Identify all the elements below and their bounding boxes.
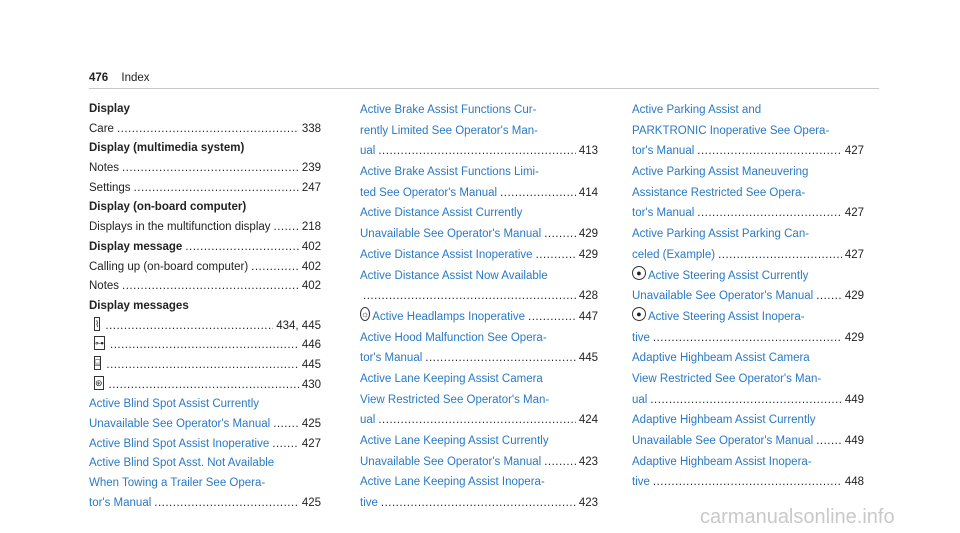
index-link-entry[interactable] [632,121,864,142]
index-link-entry[interactable] [360,493,598,514]
page-reference: 425 [301,496,321,509]
leader-dots [378,410,575,431]
entry-label: tor's Manual [360,352,423,365]
index-link-entry[interactable] [632,100,864,121]
leader-dots [536,245,576,266]
page-reference: 429 [844,331,864,344]
index-link-entry[interactable] [360,100,598,121]
page-reference: 427 [844,207,864,220]
page-reference: 338 [301,122,321,135]
entry-label: tor's Manual [632,207,695,220]
page-reference: 427 [301,437,321,450]
entry-label: Active Steering Assist Currently [648,269,809,282]
leader-dots [122,277,299,297]
steering-assist-icon: ● [632,307,646,321]
page-reference: 429 [844,290,864,303]
entry-label: Display [89,103,130,115]
index-entry [89,100,321,120]
index-link-entry[interactable] [89,454,321,474]
index-link-entry[interactable] [89,435,321,455]
index-link-entry[interactable] [360,452,598,473]
index-link-entry[interactable] [632,162,864,183]
entry-label: Notes [89,162,120,175]
index-link-entry[interactable] [360,121,598,142]
entry-label: tive [632,331,650,344]
page-reference: 414 [578,186,598,199]
page-reference: 425 [301,418,321,430]
index-column-3 [632,100,864,493]
index-entry [89,159,321,179]
entry-label: Unavailable See Operator's Manual [360,455,542,468]
entry-label: Care [89,122,114,135]
entry-label: Active Brake Assist Functions Limi- [360,166,539,179]
page-header [89,72,150,84]
leader-dots [425,348,576,369]
entry-label: Active Distance Assist Currently [360,207,523,220]
page-reference: 402 [301,260,321,273]
page-reference: 423 [578,455,598,468]
index-link-entry[interactable] [632,245,864,266]
page-reference: 429 [578,228,598,241]
index-link-entry[interactable] [632,452,864,473]
page-reference: 428 [578,290,598,303]
index-entry [89,238,321,258]
index-entry [89,198,321,218]
index-link-entry[interactable] [360,224,598,245]
leader-dots [272,435,299,455]
index-link-entry[interactable] [89,415,321,435]
leader-dots [110,336,299,356]
coolant-temperature-icon: ⌇ [95,318,100,329]
entry-label: ual [360,145,376,158]
index-link-entry[interactable] [360,245,598,266]
entry-label: Unavailable See Operator's Manual [632,435,814,447]
entry-label: Assistance Restricted See Opera- [632,186,806,199]
page-reference: 424 [578,414,598,427]
index-entry [89,218,321,238]
entry-label: Adaptive Highbeam Assist Camera [632,352,810,365]
entry-label: Adaptive Highbeam Assist Currently [632,414,816,427]
entry-label: Notes [89,280,120,293]
entry-label: Active Parking Assist and [632,104,762,116]
entry-label: Active Blind Spot Asst. Not Available [89,457,275,470]
index-link-entry[interactable] [632,410,864,431]
index-link-entry[interactable] [360,266,598,287]
headlamp-icon: ☼ [361,308,370,319]
section-title: Index [121,72,150,84]
index-link-entry[interactable] [632,328,864,349]
entry-label: Active Brake Assist Functions Cur- [360,104,537,116]
entry-label: tive [632,476,650,489]
leader-dots [134,179,299,199]
leader-dots [528,307,576,328]
index-link-entry[interactable] [632,183,864,204]
entry-label: celed (Example) [632,248,716,261]
entry-label: Active Lane Keeping Assist Currently [360,435,549,447]
leader-dots [378,141,575,162]
entry-label: Active Headlamps Inoperative [372,310,526,323]
leader-dots [117,120,299,140]
leader-dots [697,141,842,162]
entry-label: View Restricted See Operator's Man- [632,372,822,385]
index-entry [89,179,321,199]
page-number: 476 [89,72,109,84]
index-link-entry[interactable] [360,141,598,162]
index-link-entry[interactable] [632,307,864,328]
index-entry [89,336,321,356]
watermark: carmanualsonline.info [700,506,895,528]
entry-label: Active Distance Assist Now Available [360,269,548,282]
leader-dots [363,286,576,307]
page-reference: 449 [844,393,864,406]
page-reference: 402 [301,240,321,253]
index-link-entry[interactable] [632,472,864,493]
page-reference: 445 [301,358,321,371]
entry-label: Active Parking Assist Parking Can- [632,228,810,241]
leader-dots [122,159,299,179]
leader-dots [154,494,299,514]
index-column-1 [89,100,321,513]
entry-label: Active Blind Spot Assist Currently [89,398,260,411]
page-reference: 423 [578,497,598,510]
index-link-entry[interactable] [360,203,598,224]
leader-dots [273,415,299,435]
page-reference: 247 [301,181,321,194]
index-link-entry[interactable] [89,474,321,494]
entry-label: Active Distance Assist Inoperative [360,248,533,261]
leader-dots [718,245,842,266]
page-reference: 429 [578,248,598,261]
index-entry [89,356,321,376]
index-entry [89,297,321,317]
index-link-entry[interactable] [632,286,864,307]
index-entry [89,317,321,337]
leader-dots [105,317,273,337]
leader-dots [274,218,299,238]
page-reference: 445 [578,352,598,365]
leader-dots [500,183,576,204]
entry-label: Display messages [89,299,189,312]
index-link-entry[interactable] [632,141,864,162]
page-reference: 449 [844,435,864,447]
entry-label: rently Limited See Operator's Man- [360,124,538,137]
index-entry [89,120,321,140]
entry-label: ual [632,393,648,406]
index-link-entry[interactable] [632,431,864,452]
index-entry [360,286,598,307]
entry-label: Active Parking Assist Maneuvering [632,166,809,179]
index-link-entry[interactable] [360,369,598,390]
index-entry [89,258,321,278]
index-column-2 [360,100,598,514]
entry-label: tor's Manual [89,496,152,509]
fuel-filter-icon: ⌸ [95,357,101,368]
index-link-entry[interactable] [632,224,864,245]
entry-label: View Restricted See Operator's Man- [360,393,550,406]
leader-dots [816,286,842,307]
page-reference: 239 [301,162,321,175]
leader-dots [106,356,298,376]
entry-label: ual [360,414,376,427]
index-link-entry[interactable] [360,162,598,183]
entry-label: Unavailable See Operator's Manual [632,290,814,303]
index-link-entry[interactable] [632,390,864,411]
index-link-entry[interactable] [632,266,864,287]
index-link-entry[interactable] [632,348,864,369]
entry-label: Active Steering Assist Inopera- [648,310,805,323]
leader-dots [185,238,298,258]
leader-dots [544,452,576,473]
entry-label: Unavailable See Operator's Manual [360,228,542,241]
entry-label: tive [360,497,378,510]
index-link-entry[interactable] [632,369,864,390]
entry-label: Unavailable See Operator's Manual [89,418,271,430]
steering-assist-icon: ● [632,266,646,280]
index-link-entry[interactable] [360,410,598,431]
leader-dots [109,376,299,396]
steering-wheel-icon: ⊛ [95,377,103,388]
page-reference: 430 [301,378,321,391]
entry-label: ted See Operator's Manual [360,186,498,199]
leader-dots [653,328,842,349]
index-link-entry[interactable] [360,328,598,349]
leader-dots [653,472,842,493]
index-link-entry[interactable] [632,203,864,224]
leader-dots [381,493,576,514]
page-reference: 447 [578,310,598,323]
entry-label: Display message [89,240,183,253]
entry-label: Active Blind Spot Assist Inoperative [89,437,270,450]
index-entry [89,277,321,297]
index-link-entry[interactable] [360,183,598,204]
header-divider [89,88,879,89]
leader-dots [251,258,299,278]
leader-dots [816,431,842,452]
page-reference: 427 [844,248,864,261]
page-reference: 434, 445 [276,319,321,332]
page-reference: 446 [301,339,321,352]
index-link-entry[interactable] [89,395,321,415]
entry-label: Calling up (on-board computer) [89,260,249,273]
index-entry [89,376,321,396]
entry-label: Displays in the multifunction display [89,221,271,234]
entry-label: Display (on-board computer) [89,201,247,214]
page-reference: 402 [301,280,321,293]
entry-label: Adaptive Highbeam Assist Inopera- [632,455,812,468]
index-link-entry[interactable] [360,431,598,452]
entry-label: Active Hood Malfunction See Opera- [360,331,547,344]
page-reference: 427 [844,145,864,158]
car-key-icon: ⊶ [95,338,104,349]
page-reference: 413 [578,145,598,158]
index-entry [89,139,321,159]
index-link-entry[interactable] [360,348,598,369]
entry-label: tor's Manual [632,145,695,158]
index-link-entry[interactable] [360,307,598,328]
index-link-entry[interactable] [360,472,598,493]
entry-label: Active Lane Keeping Assist Inopera- [360,476,545,489]
entry-label: When Towing a Trailer See Opera- [89,477,266,490]
entry-label: Display (multimedia system) [89,142,245,155]
entry-label: Settings [89,181,131,194]
leader-dots [650,390,841,411]
leader-dots [544,224,576,245]
page-reference: 218 [301,221,321,234]
entry-label: Active Lane Keeping Assist Camera [360,372,543,385]
index-link-entry[interactable] [360,390,598,411]
leader-dots [697,203,842,224]
entry-label: PARKTRONIC Inoperative See Opera- [632,124,830,137]
page-reference: 448 [844,476,864,489]
index-link-entry[interactable] [89,494,321,514]
